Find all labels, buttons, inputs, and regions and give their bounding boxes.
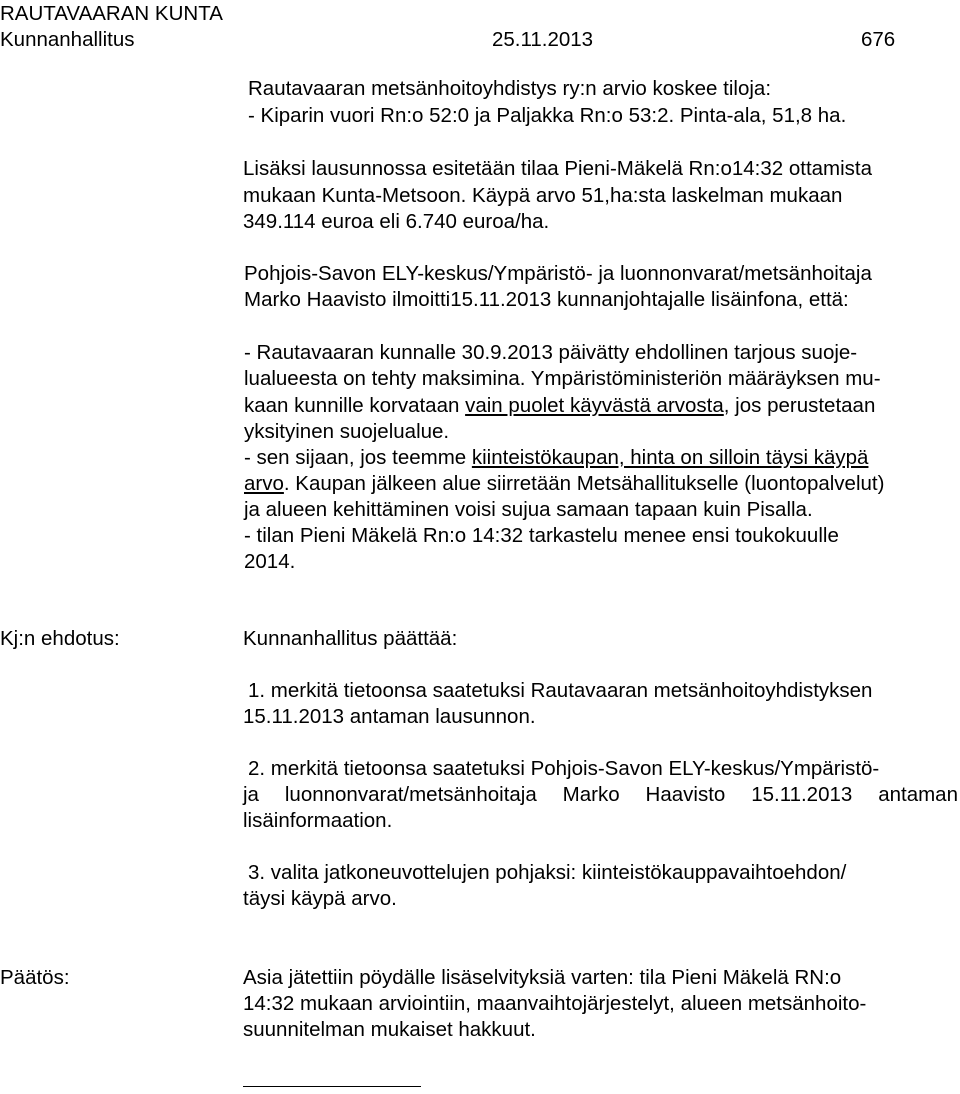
- ely-bullet-line: 2014.: [244, 550, 296, 573]
- intro-line: mukaan Kunta-Metsoon. Käypä arvo 51,ha:sta laskelman mukaan: [243, 184, 843, 207]
- text-segment: . Kaupan jälkeen alue siirretään Metsähallitukselle (luontopalvelut): [283, 472, 885, 495]
- word: 15.11.2013: [751, 783, 853, 806]
- meeting-date: 25.11.2013: [492, 28, 594, 51]
- text-segment: - sen sijaan, jos teemme: [244, 446, 472, 469]
- signature-line: [243, 1086, 421, 1087]
- ely-line: Pohjois-Savon ELY-keskus/Ympäristö- ja luonnonvarat/metsänhoitaja: [244, 262, 872, 285]
- proposal-item-1-cont: 15.11.2013 antaman lausunnon.: [243, 705, 536, 728]
- body-name: Kunnanhallitus: [0, 28, 135, 51]
- proposal-label: Kj:n ehdotus:: [0, 627, 120, 650]
- intro-line: Rautavaaran metsänhoitoyhdistys ry:n arvio koskee tiloja:: [248, 77, 772, 100]
- word: Marko: [562, 783, 620, 806]
- intro-line: 349.114 euroa eli 6.740 euroa/ha.: [243, 210, 550, 233]
- text-segment: kaan kunnille korvataan: [244, 394, 466, 417]
- word: Haavisto: [645, 783, 726, 806]
- proposal-item-1: 1. merkitä tietoonsa saatetuksi Rautavaaran metsänhoitoyhdistyksen: [248, 679, 873, 702]
- ely-line: Marko Haavisto ilmoitti15.11.2013 kunnanjohtajalle lisäinfona, että:: [244, 288, 849, 311]
- proposal-intro: Kunnanhallitus päättää:: [243, 627, 458, 650]
- decision-line: Asia jätettiin pöydälle lisäselvityksiä varten: tila Pieni Mäkelä RN:o: [243, 966, 842, 989]
- ely-bullet-line: yksityinen suojelualue.: [244, 420, 450, 443]
- ely-bullet-line: lualueesta on tehty maksimina. Ympäristöministeriön määräyksen mu-: [244, 367, 881, 390]
- ely-bullet-line: [244, 394, 875, 418]
- underlined-text: kiinteistökaupan, hinta on silloin täysi käypä: [471, 446, 869, 469]
- ely-bullet-line: - tilan Pieni Mäkelä Rn:o 14:32 tarkastelu menee ensi toukokuulle: [244, 524, 839, 547]
- word: antaman: [878, 783, 958, 806]
- proposal-item-2-cont: [243, 783, 958, 807]
- text-segment: , jos perustetaan: [723, 394, 876, 417]
- proposal-item-3-cont: täysi käypä arvo.: [243, 887, 397, 910]
- proposal-item-2-cont: lisäinformaation.: [243, 809, 393, 832]
- ely-bullet-line: ja alueen kehittäminen voisi sujua samaan tapaan kuin Pisalla.: [244, 498, 813, 521]
- intro-line: Lisäksi lausunnossa esitetään tilaa Pieni-Mäkelä Rn:o14:32 ottamista: [243, 157, 873, 180]
- ely-bullet-line: [244, 446, 868, 470]
- word: ja: [243, 783, 259, 806]
- proposal-item-3: 3. valita jatkoneuvottelujen pohjaksi: kiinteistökauppavaihtoehdon/: [248, 861, 847, 884]
- word: luonnonvarat/metsänhoitaja: [284, 783, 537, 806]
- ely-bullet-line: [244, 472, 884, 496]
- proposal-item-2: 2. merkitä tietoonsa saatetuksi Pohjois-Savon ELY-keskus/Ympäristö-: [248, 757, 880, 780]
- decision-line: suunnitelman mukaiset hakkuut.: [243, 1018, 536, 1041]
- intro-line: - Kiparin vuori Rn:o 52:0 ja Paljakka Rn:o 53:2. Pinta-ala, 51,8 ha.: [248, 104, 847, 127]
- underlined-text: vain puolet käyvästä arvosta: [465, 394, 724, 417]
- decision-line: 14:32 mukaan arviointiin, maanvaihtojärjestelyt, alueen metsänhoito-: [243, 992, 867, 1015]
- underlined-text: arvo: [244, 472, 284, 495]
- org-name: RAUTAVAARAN KUNTA: [0, 2, 223, 25]
- page-number: 676: [861, 28, 896, 51]
- ely-bullet-line: - Rautavaaran kunnalle 30.9.2013 päivätty ehdollinen tarjous suoje-: [244, 341, 858, 364]
- decision-label: Päätös:: [0, 966, 70, 989]
